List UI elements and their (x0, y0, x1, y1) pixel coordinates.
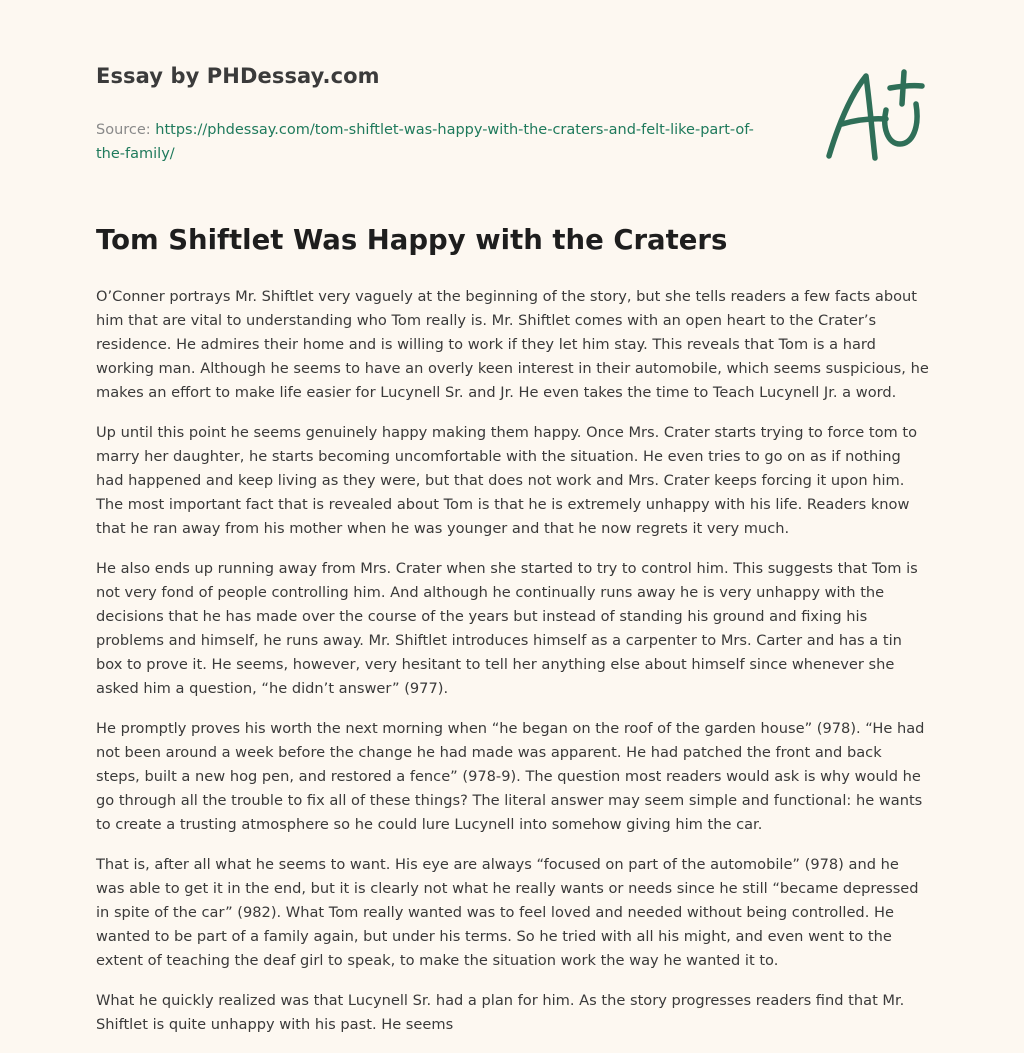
essay-paragraph-3: He also ends up running away from Mrs. Crater when she started to try to control him. This suggests that Tom is not very fond of people controlling him. And although he continually runs away he is very unhappy with the decisions that he has made over the course of the years but instead of standing his ground and fixing his problems and himself, he runs away. Mr. Shiftlet introduces himself as a carpenter to Mrs. Carter and has a tin box to prove it. He seems, however, very hesitant to tell her anything else about himself since whenever she asked him a question, “he didn’t answer” (977). (96, 560, 918, 697)
source-label: Source: (96, 122, 151, 138)
essay-paragraph-1: O’Conner portrays Mr. Shiftlet very vaguely at the beginning of the story, but she tells readers a few facts about him that are vital to understanding who Tom really is. Mr. Shiftlet comes with an open heart to the Crater’s residence. He admires their home and is willing to work if they let him stay. This reveals that Tom is a hard working man. Although he seems to have an overly keen interest in their automobile, which seems suspicious, he makes an effort to make life easier for Lucynell Sr. and Jr. He even takes the time to Teach Lucynell Jr. a word. (96, 288, 929, 401)
site-title: Essay by PHDessay.com (96, 64, 380, 88)
essay-paragraph-5: That is, after all what he seems to want. His eye are always “focused on part of the automobile” (978) and he was able to get it in the end, but it is clearly not what he really wants or needs since he still “became depressed in spite of the car” (982). What Tom really wanted was to feel loved and needed without being controlled. He wanted to be part of a family again, but under his terms. So he tried with all his might, and even went to the extent of teaching the deaf girl to speak, to make the situation work the way he wanted it to. (96, 856, 919, 969)
source-link[interactable]: https://phdessay.com/tom-shiftlet-was-happy-with-the-craters-and-felt-like-part-of-the-family/ (96, 122, 754, 162)
essay-paragraph-2: Up until this point he seems genuinely happy making them happy. Once Mrs. Crater starts trying to force tom to marry her daughter, he starts becoming uncomfortable with the situation. He even tries to go on as if nothing had happened and keep living as they were, but that does not work and Mrs. Crater keeps forcing it upon him. The most important fact that is revealed about Tom is that he is extremely unhappy with his life. Readers know that he ran away from his mother when he was younger and that he now regrets it very much. (96, 424, 918, 537)
essay-body (96, 285, 930, 1053)
source-line (96, 118, 756, 166)
essay-paragraph-6: What he quickly realized was that Lucynell Sr. had a plan for him. As the story progresses readers find that Mr. Shiftlet is quite unhappy with his past. He seems (96, 992, 905, 1033)
essay-paragraph-4: He promptly proves his worth the next morning when “he began on the roof of the garden house” (978). “He had not been around a week before the change he had made was apparent. He had patched the front and back steps, built a new hog pen, and restored a fence” (978-9). The question most readers would ask is why would he go through all the trouble to fix all of these things? The literal answer may seem simple and functional: he wants to create a trusting atmosphere so he could lure Lucynell into somehow giving him the car. (96, 720, 925, 833)
essay-title: Tom Shiftlet Was Happy with the Craters (96, 224, 728, 256)
a-plus-grade-icon (818, 66, 930, 166)
page-header (96, 64, 796, 166)
